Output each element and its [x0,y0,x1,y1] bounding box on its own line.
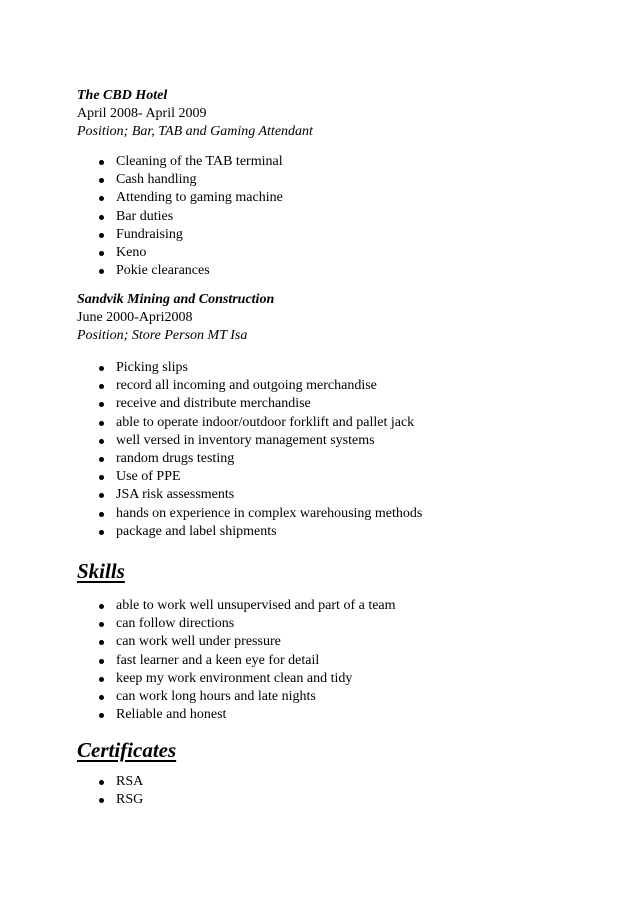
job-sandvik [77,291,597,345]
duties-list [77,359,597,541]
list-item: hands on experience in complex warehousing methods [77,505,597,523]
bullet-icon [99,622,104,627]
bullet-icon [99,384,104,389]
bullet-icon [99,196,104,201]
list-item: Attending to gaming machine [77,189,597,207]
list-item: can follow directions [77,615,597,633]
bullet-icon [99,695,104,700]
position-title: Position; Store Person MT Isa [77,328,248,343]
list-item: Cash handling [77,171,597,189]
list-item: can work long hours and late nights [77,688,597,706]
company-name: Sandvik Mining and Construction [77,292,275,307]
bullet-icon [99,798,104,803]
list-item: Reliable and honest [77,706,597,724]
bullet-icon [99,439,104,444]
bullet-icon [99,233,104,238]
bullet-icon [99,659,104,664]
list-item: RSG [77,791,597,809]
bullet-icon [99,604,104,609]
list-item: fast learner and a keen eye for detail [77,652,597,670]
bullet-icon [99,493,104,498]
position-title: Position; Bar, TAB and Gaming Attendant [77,124,313,139]
bullet-icon [99,640,104,645]
list-item: Bar duties [77,208,597,226]
bullet-icon [99,421,104,426]
skills-list [77,597,597,724]
bullet-icon [99,457,104,462]
bullet-icon [99,178,104,183]
certificates-list [77,773,597,809]
skills-heading: Skills [77,559,125,583]
company-name: The CBD Hotel [77,88,168,103]
bullet-icon [99,713,104,718]
bullet-icon [99,512,104,517]
bullet-icon [99,475,104,480]
certificates-heading: Certificates [77,738,177,762]
bullet-icon [99,366,104,371]
bullet-icon [99,269,104,274]
list-item: Cleaning of the TAB terminal [77,153,597,171]
list-item: able to work well unsupervised and part of a team [77,597,597,615]
bullet-icon [99,160,104,165]
duties-list [77,153,597,280]
bullet-icon [99,530,104,535]
list-item: RSA [77,773,597,791]
list-item: Keno [77,244,597,262]
employment-dates: June 2000-Apri2008 [77,310,193,325]
employment-dates: April 2008- April 2009 [77,106,207,121]
list-item: Fundraising [77,226,597,244]
list-item: Pokie clearances [77,262,597,280]
list-item: JSA risk assessments [77,486,597,504]
list-item: well versed in inventory management systems [77,432,597,450]
list-item: receive and distribute merchandise [77,395,597,413]
list-item: can work well under pressure [77,633,597,651]
list-item: keep my work environment clean and tidy [77,670,597,688]
bullet-icon [99,215,104,220]
list-item: package and label shipments [77,523,597,541]
list-item: Use of PPE [77,468,597,486]
list-item: Picking slips [77,359,597,377]
job-cbd-hotel [77,87,597,141]
bullet-icon [99,780,104,785]
list-item: random drugs testing [77,450,597,468]
bullet-icon [99,402,104,407]
list-item: record all incoming and outgoing merchandise [77,377,597,395]
list-item: able to operate indoor/outdoor forklift and pallet jack [77,414,597,432]
bullet-icon [99,251,104,256]
bullet-icon [99,677,104,682]
